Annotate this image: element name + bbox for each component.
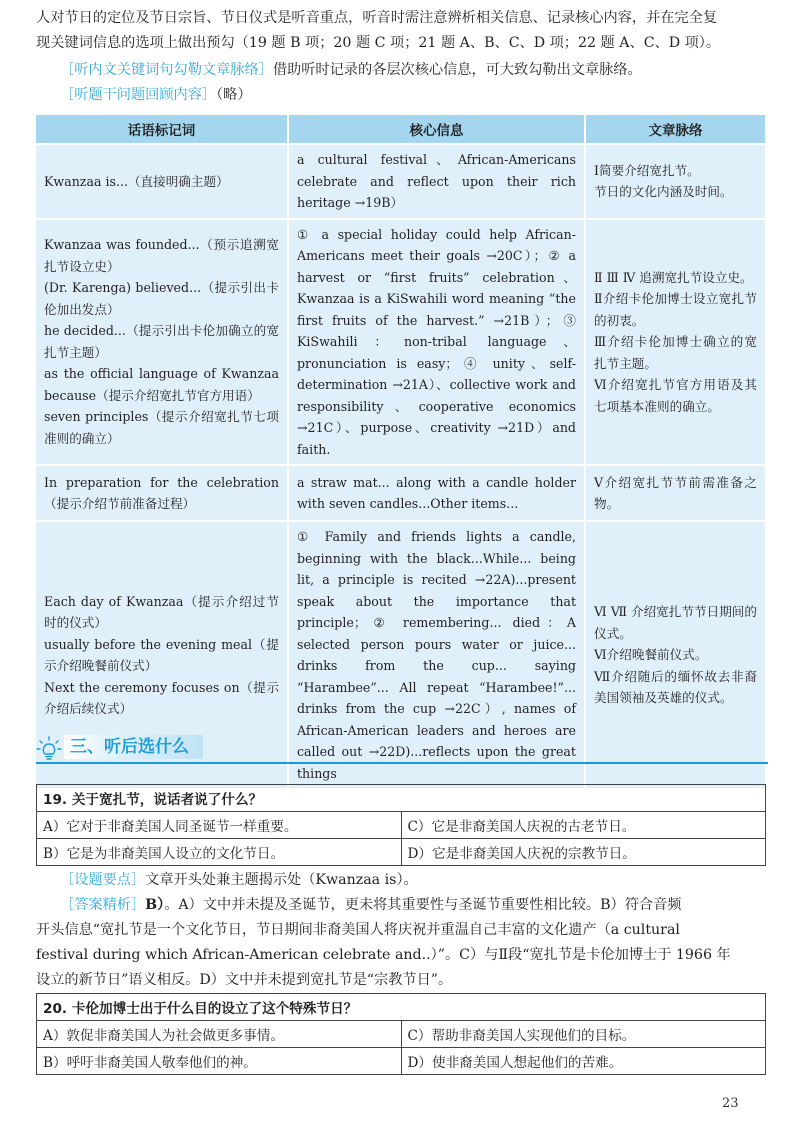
outline-cell: Ⅰ简要介绍宽扎节。 节日的文化内涵及时间。: [586, 145, 767, 218]
header-marker: 话语标记词: [36, 115, 289, 143]
page-number: 23: [722, 1096, 739, 1111]
outline-tip: [60, 58, 766, 83]
question-19-stem: 19. 关于宽扎节，说话者说了什么？: [37, 785, 766, 812]
review-tip-tag: ［听题干问题回顾内容］: [60, 87, 217, 103]
marker-cell: Each day of Kwanzaa（提示介绍过节时的仪式） usually before the evening meal（提示介绍晚餐前仪式） Next the ceremony focuses on（提示介绍后续仪式）: [36, 522, 289, 788]
outline-tip-tag: ［听内文关键词句勾勒文章脉络］: [60, 62, 273, 78]
outline-cell: Ⅱ Ⅲ Ⅳ 追溯宽扎节设立史。 Ⅱ介绍卡伦加博士设立宽扎节的初衷。 Ⅲ介绍卡伦加博士确立的宽扎节主题。 Ⅵ介绍宽扎节官方用语及其七项基本准则的确立。: [586, 220, 767, 465]
marker-cell: Kwanzaa was founded...（预示追溯宽扎节设立史） (Dr. Karenga) believed...（提示引出卡伦加出发点） he decided...（提示引出卡伦加确立的宽扎节主题） as the official language of Kwanzaa because（提示介绍宽扎节官方用语） seven principles（提示介绍宽扎节七项准则的确立）: [36, 220, 289, 465]
key-point: [60, 868, 766, 893]
table-row: [36, 466, 767, 520]
info-cell: ① Family and friends lights a candle, beginning with the black...While... being lit, a principle is recited →22A)...present speak about the importance that principle；② remembering... died：A selected person pours water or juice... drinks from the cup... saying “Harambee”... All repeat “Harambee!”... drinks from the cup →22C）, names of African-American leaders and heroes are called out →22D)...reflects upon the great things: [289, 522, 586, 788]
answer-line-1: [60, 893, 766, 918]
outline-cell: Ⅵ Ⅶ 介绍宽扎节节日期间的仪式。 Ⅵ介绍晚餐前仪式。 Ⅶ介绍随后的缅怀故去非裔美国领袖及英雄的仪式。: [586, 522, 767, 788]
option-b: B）呼吁非裔美国人敬奉他们的神。: [37, 1048, 402, 1075]
info-cell: ① a special holiday could help African-Americans meet their goals →20C）；② a harvest or “first fruits” celebration、Kwanzaa is a KiSwahili word meaning “the first fruits of the harvest.” →21B）；③ KiSwahili：non-tribal language、pronunciation is easy；④ unity、self-determination →21A）、collective work and responsibility、cooperative economics →21C）、purpose、creativity →21D）and faith.: [289, 220, 586, 465]
table-row: [36, 220, 767, 465]
outline-cell: Ⅴ介绍宽扎节节前需准备之物。: [586, 466, 767, 520]
question-19: [36, 784, 766, 866]
answer-line-3: festival during which African-American celebrate and..）”。C）与Ⅱ段“宽扎节是卡伦加博士于 1966 年: [36, 947, 731, 963]
key-point-tag: ［设题要点］: [60, 872, 146, 888]
info-cell: a straw mat... along with a candle holder with seven candles...Other items...: [289, 466, 586, 520]
section-title: 三、听后选什么: [64, 735, 203, 759]
answer-letter: B）: [145, 897, 165, 913]
table-row: [36, 145, 767, 218]
outline-tip-text: 借助听时记录的各层次核心信息，可大致勾勒出文章脉络。: [272, 62, 642, 78]
intro-line-2: 现关键词信息的选项上做出预勾（19 题 B 项；20 题 C 项；21 题 A、B、C、D 项；22 题 A、C、D 项）。: [36, 35, 721, 51]
answer-tag: ［答案精析］: [60, 897, 146, 913]
review-tip: [60, 83, 766, 108]
option-a: A）敦促非裔美国人为社会做更多事情。: [37, 1021, 402, 1048]
marker-cell: Kwanzaa is...（直接明确主题）: [36, 145, 289, 218]
info-cell: a cultural festival、African-Americans celebrate and reflect upon their rich heritage →19B）: [289, 145, 586, 218]
key-point-text: 文章开头处兼主题揭示处（Kwanzaa is）。: [145, 872, 418, 888]
lightbulb-icon: [36, 736, 62, 762]
discourse-table: [36, 113, 767, 790]
option-d: D）使非裔美国人想起他们的苦难。: [401, 1048, 766, 1075]
option-c: C）它是非裔美国人庆祝的古老节日。: [401, 812, 766, 839]
option-a: A）它对于非裔美国人同圣诞节一样重要。: [37, 812, 402, 839]
header-outline: 文章脉络: [586, 115, 767, 143]
section-heading: [36, 734, 768, 764]
question-20: [36, 993, 766, 1075]
table-header-row: [36, 115, 767, 143]
option-d: D）它是非裔美国人庆祝的宗教节日。: [401, 839, 766, 866]
question-20-stem: 20. 卡伦加博士出于什么目的设立了这个特殊节日？: [37, 994, 766, 1021]
answer-text-1: 。A）文中并未提及圣诞节，更未将其重要性与圣诞节重要性相比较。B）符合音频: [164, 897, 682, 913]
option-c: C）帮助非裔美国人实现他们的目标。: [401, 1021, 766, 1048]
answer-line-4: 设立的新节日”语义相反。D）文中并未提到宽扎节是“宗教节日”。: [36, 972, 453, 988]
answer-line-2: 开头信息“宽扎节是一个文化节日，节日期间非裔美国人将庆祝并重温自己丰富的文化遗产（a cultural: [36, 922, 680, 938]
option-b: B）它是为非裔美国人设立的文化节日。: [37, 839, 402, 866]
review-tip-text: （略）: [216, 87, 252, 103]
header-info: 核心信息: [289, 115, 586, 143]
marker-cell: In preparation for the celebration（提示介绍节前准备过程）: [36, 466, 289, 520]
intro-line-1: 人对节日的定位及节日宗旨、节日仪式是听音重点，听音时需注意辨析相关信息、记录核心内容，并在完全复: [36, 10, 718, 26]
